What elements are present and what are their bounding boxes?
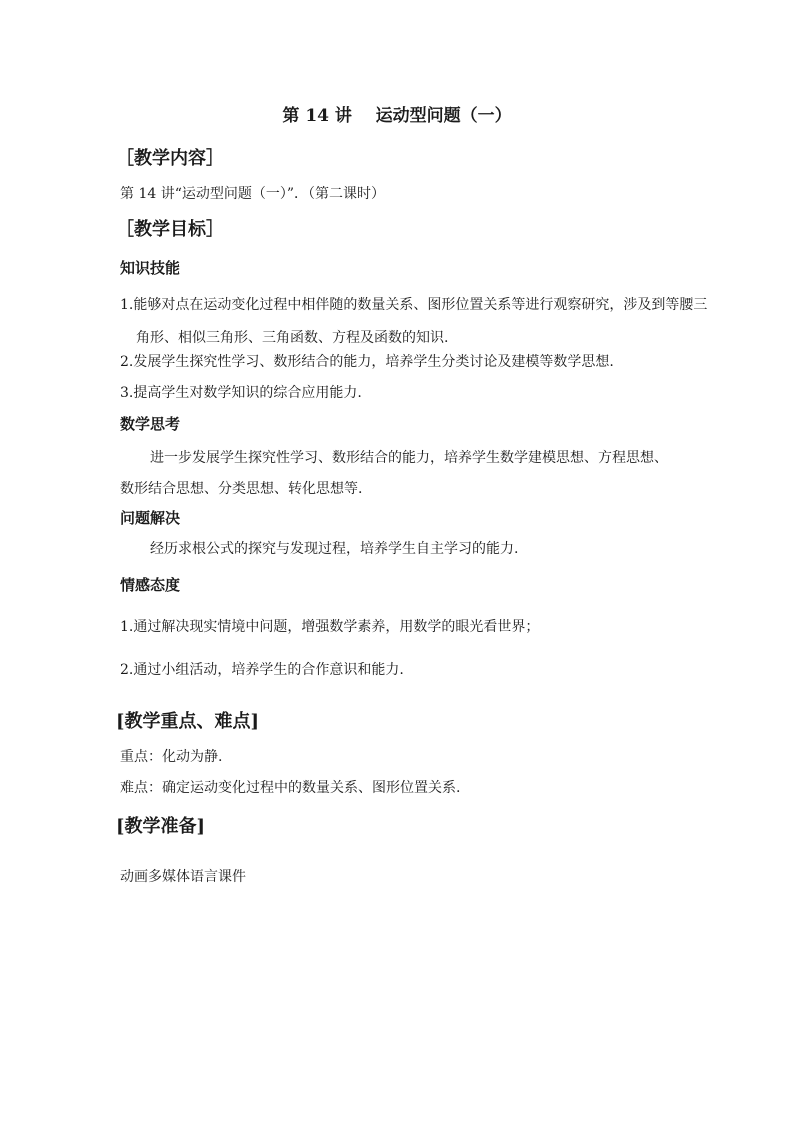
section-heading-content: ［教学内容］	[116, 148, 224, 169]
subheading-thinking: 数学思考	[120, 415, 181, 433]
section-heading-preparation: [教学准备]	[116, 816, 206, 837]
content-text: 第 14 讲“运动型问题（一）”．（第二课时）	[120, 186, 386, 202]
subheading-attitude: 情感态度	[120, 576, 181, 594]
subheading-knowledge: 知识技能	[120, 259, 181, 277]
section-heading-key-points: [教学重点、难点]	[116, 711, 260, 732]
page-title: 第 14 讲 运动型问题（一）	[282, 106, 512, 126]
section-heading-objectives: ［教学目标］	[116, 219, 224, 240]
attitude-item-1: 1.通过解决现实情境中问题，增强数学素养，用数学的眼光看世界；	[120, 619, 540, 635]
knowledge-item-3: 3.提高学生对数学知识的综合应用能力.	[120, 385, 362, 401]
subheading-problem: 问题解决	[120, 509, 181, 527]
knowledge-item-2: 2.发展学生探究性学习、数形结合的能力，培养学生分类讨论及建模等数学思想.	[120, 354, 614, 370]
thinking-text: 进一步发展学生探究性学习、数形结合的能力，培养学生数学建模思想、方程思想、数形结合思想、分类思想、转化思想等.	[120, 450, 668, 497]
key-point-difficulty: 难点：确定运动变化过程中的数量关系、图形位置关系.	[120, 780, 461, 796]
problem-text: 经历求根公式的探究与发现过程，培养学生自主学习的能力.	[150, 541, 519, 557]
attitude-item-2: 2.通过小组活动，培养学生的合作意识和能力.	[120, 662, 404, 678]
key-point-focus: 重点：化动为静.	[120, 749, 223, 765]
preparation-text: 动画多媒体语言课件	[120, 869, 246, 885]
knowledge-item-1: 1.能够对点在运动变化过程中相伴随的数量关系、图形位置关系等进行观察研究，涉及到等腰三角形、相似三角形、三角函数、方程及函数的知识.	[120, 297, 708, 346]
